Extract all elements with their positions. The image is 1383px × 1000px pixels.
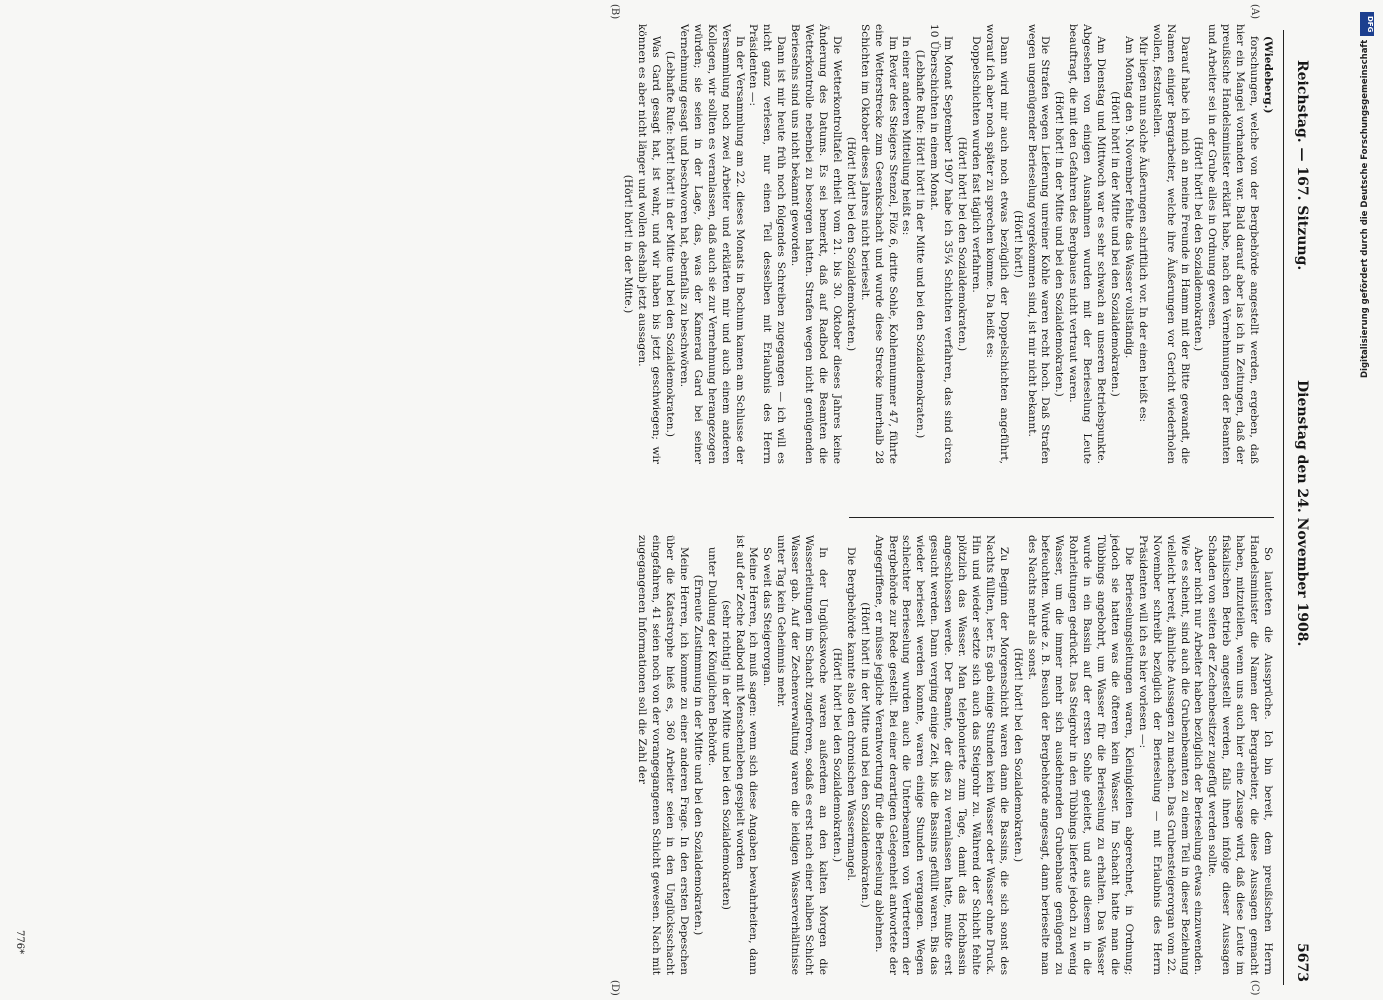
header-date: Dienstag den 24. November 1908. — [1294, 380, 1310, 647]
paragraph: Mir liegen nun solche Äußerungen schriftlich vor. In der einen heißt es: — [1136, 36, 1149, 423]
paragraph: Darauf habe ich mich an meine Freunde in Hamm mit der Bitte gewandt, die Namen einiger Bergarbeiter, welche ihre Äußerungen vor Gericht wiederholen wollen, festzustellen. — [1150, 24, 1191, 464]
margin-letter-b: (B) — [609, 4, 620, 20]
left-column — [620, 24, 1274, 464]
interjection: (sehr richtig! in der Mitte und bei den Sozialdemokraten) — [719, 600, 732, 910]
interjection: (Hört! hört! bei den Sozialdemokraten.) — [956, 136, 969, 352]
paragraph: Dann wird mir auch noch etwas bezüglich der Doppelschichten angeführt, worauf ich aber noch später zu sprechen komme. Da heißt es: — [983, 24, 1010, 464]
interjection: (Lebhafte Rufe: Hört! hört! in der Mitte und bei den Sozialdemokraten.) — [914, 49, 927, 439]
digitization-credit: Digitalisierung gefördert durch die Deutsche Forschungsgemeinschaft — [1360, 40, 1370, 379]
paragraph: In einer anderen Mitteilung heißt es: — [900, 36, 913, 236]
margin-letter-c: (C) — [1249, 980, 1260, 996]
speaker-name: (Wiedeberg.) — [1262, 36, 1274, 114]
interjection: (Hört! hört!) — [1011, 210, 1024, 278]
interjection: (Hört! hört! bei den Sozialdemokraten.) — [830, 647, 843, 863]
paragraph: Am Dienstag und Mittwoch war es sehr schwach an unseren Betriebspunkte. Abgesehen von einigen Ausnahmen wurden mit der Berieselung Leute beauftragt, die mit den Gefahren des Bergbaues nicht vertraut waren. — [1067, 24, 1108, 464]
dfg-logo: DFG — [1360, 12, 1374, 36]
interjection: (Hört! hört! bei den Sozialdemokraten.) — [1011, 647, 1024, 863]
interjection: (Hört! hört! in der Mitte und bei den Sozialdemokraten.) — [1053, 91, 1066, 397]
paragraph: Die Strafen wegen Lieferung unreiner Kohle waren recht hoch. Daß Strafen wegen ungenügender Berieselung vorgekommen sind, ist mir nicht bekannt. — [1025, 24, 1052, 464]
paragraph: forschungen, welche von der Bergbehörde angestellt werden, ergeben, daß hier ein Mangel vorhanden war. Bald darauf aber las ich in Zeitungen, daß der preußische Handelsminister erklärt habe, nach den Vernehmungen der Beamten und Arbeiter sei in der Grube alles in Ordnung gewesen. — [1206, 24, 1261, 464]
footer-mark: 776* — [14, 930, 25, 955]
paragraph: In der Unglückswoche waren außerdem an den kalten Morgen die Wasserleitungen im Schacht zugefroren, sodaß es erst nach einer halben Schicht Wasser gab. Auf der Zechenverwaltung waren die leidigen Wasserverhältnisse unter Tag kein Geheimnis mehr. — [775, 535, 829, 975]
paragraph: Zu Beginn der Morgenschicht waren dann die Bassins, die sich sonst des Nachts füllten, leer. Es gab einige Stunden kein Wasser oder Wasser ohne Druck. Hin und wieder setzte sich auch das Steigrohr zu. Während der Schicht fehlte plötzlich das Wasser. Man telephonierte zum Tage, damit das Hochbassin angeschlossen werde. Der Beamte, der dies zu veranlassen hatte, mußte erst gesucht werden. Dann verging einige Zeit, bis die Bassins gefüllt waren. Bis das wieder berieselt werden konnte, waren einige Stunden vergangen. Wegen schlechter Berieselung wurden auch die Unterbeamten von Vertretern der Bergbehörde zur Rede gestellt. Bei einer derartigen Gelegenheit antwortete der Angegriffene, er müsse jegliche Verantwortung für die Berieselung ablehnen. — [872, 535, 1010, 975]
interjection: (Erneute Zustimmung in der Mitte und bei den Sozialdemokraten.) — [691, 574, 704, 936]
interjection: (Lebhafte Rufe: hört! hört! in der Mitte und bei den Sozialdemokraten.) — [664, 50, 677, 438]
paragraph: Die Berieselungsleitungen waren, Kleinigkeiten abgerechnet, in Ordnung; jedoch sie hatten was die öfteren kein Wasser. Im Schacht hatte man die Tübbings angebohrt, um Wasser für die Berieselung zu erhalten. Das Wasser wurde in ein Bassin auf der ersten Sohle geleitet, und aus diesem in die Rohrleitungen gedrückt. Das Steigrohr in den Tübbings lieferte jedoch zu wenig Wasser, um die immer mehr sich ausdehnenden Grubenbaue genügend zu befeuchten. Wurde z. B. Besuch der Bergbehörde angesagt, dann berieselte man des Nachts mehr als sonst. — [1025, 535, 1135, 975]
paragraph: Im Revier des Steigers Stenzel, Flöz 6, dritte Sohle, Kohlennummer 47, führte eine Wetterstrecke zum Gesenkschacht und wurde diese Strecke innerhalb 28 Schichten im Oktober dieses Jahres nicht berieselt. — [858, 24, 899, 464]
margin-letter-d: (D) — [609, 980, 620, 996]
paragraph: Die Wetterkontrolltafel erhielt vom 21. bis 30. Oktober dieses Jahres keine Änderung des Datums. Es sei bemerkt, daß auf Radbod die Beamten die Wetterkontrolle nebenbei zu besorgen hatten. Strafen wegen nicht genügenden Berieselns sind uns nicht bekannt geworden. — [789, 24, 843, 464]
header-rule — [1283, 30, 1284, 985]
interjection: (Hört! hört! in der Mitte und bei den Sozialdemokraten.) — [1109, 91, 1122, 397]
paragraph: unter Duldung der Königlichen Behörde. — [705, 547, 718, 767]
paragraph: Dann ist mir heute früh noch folgendes Schreiben zugegangen — ich will es nicht ganz verlesen, nur einen Teil desselben mit Erlaubnis des Herrn Präsidenten —: — [747, 24, 788, 464]
page-header — [1280, 0, 1320, 1000]
paragraph: Im Monat September 1907 habe ich 35¼ Schichten verfahren, das sind circa 10 Überschichten in einem Monat. — [928, 24, 955, 464]
column-divider — [849, 517, 1274, 518]
digitization-sidebar — [1352, 6, 1382, 986]
paragraph: In der Versammlung am 22. dieses Monats in Bochum kamen am Schlusse der Versammlung noch zwei Arbeiter und erklärten mir und auch einem anderen Kollegen, wir sollten es veranlassen, daß auch sie zur Vernehmung herangezogen würden; sie seien in der Lage, das, was der Kamerad Gard bei seiner Vernehmung gesagt und beschworen hat, ebenfalls zu beschwören. — [677, 24, 746, 464]
interjection: (Hört! hört! bei den Sozialdemokraten.) — [844, 136, 857, 352]
paragraph: Meine Herren, ich muß sagen: wenn sich diese Angaben bewahrheiten, dann ist auf der Zeche Radbod mit Menschenleben gespielt worden — [733, 535, 760, 975]
page-number: 5673 — [1294, 943, 1310, 982]
paragraph: Was Gard gesagt hat, ist wahr, und wir haben bis jetzt geschwiegen; wir können es aber nicht länger und wollen deshalb jetzt aussagen. — [636, 24, 663, 464]
paragraph: So weit das Steigerorgan. — [761, 547, 774, 687]
paragraph: Am Montag den 9. November fehlte das Wasser vollständig. — [1122, 36, 1135, 359]
interjection: (Hört! hört! in der Mitte und bei den Sozialdemokraten.) — [858, 602, 871, 908]
margin-letter-a: (A) — [1249, 4, 1260, 20]
interjection: (Hört! hört! bei den Sozialdemokraten.) — [1192, 136, 1205, 352]
right-column — [634, 535, 1274, 975]
header-left: Reichstag. — 167. Sitzung. — [1294, 60, 1310, 271]
paragraph: Aber nicht nur Arbeiter haben bezüglich der Berieselung etwas einzuwenden. Wie es scheint, sind auch die Grubenbeamten zu einem Teil in dieser Beziehung vielleicht bereit, ähnliche Aussagen zu machen. Das Grubensteigerorgan vom 22. November schreibt bezüglich der Berieselung — mit Erlaubnis des Herrn Präsidenten will ich es hier vorlesen —: — [1136, 535, 1205, 975]
interjection: (Hört! hört! in der Mitte.) — [622, 174, 635, 314]
paragraph: Meine Herren, ich komme zu einer anderen Frage. In den ersten Depeschen über die Katastrophe hieß es, 360 Arbeiter seien in den Unglücksschacht eingefahren, 41 seien noch von der vorangegangenen Schicht gewesen. Nach mit zugegangenen Informationen soll die Zahl der — [636, 535, 690, 975]
paragraph: So lauteten die Aussprüche. Ich bin bereit, dem preußischen Herrn Handelsminister die Namen der Bergarbeiter, die diese Aussagen gemacht haben, mitzuteilen, wenn uns auch hier eine Zusage wird, daß diese Leute im fiskalischen Betrieb angestellt werden, falls ihnen infolge dieser Aussagen Schaden von seiten der Zechenbesitzer zugefügt werden sollte. — [1206, 535, 1274, 975]
paragraph: Doppelschichten wurden fast täglich verfahren. — [969, 36, 982, 293]
paragraph: Die Bergbehörde kannte also den chronischen Wassermangel. — [844, 547, 857, 882]
